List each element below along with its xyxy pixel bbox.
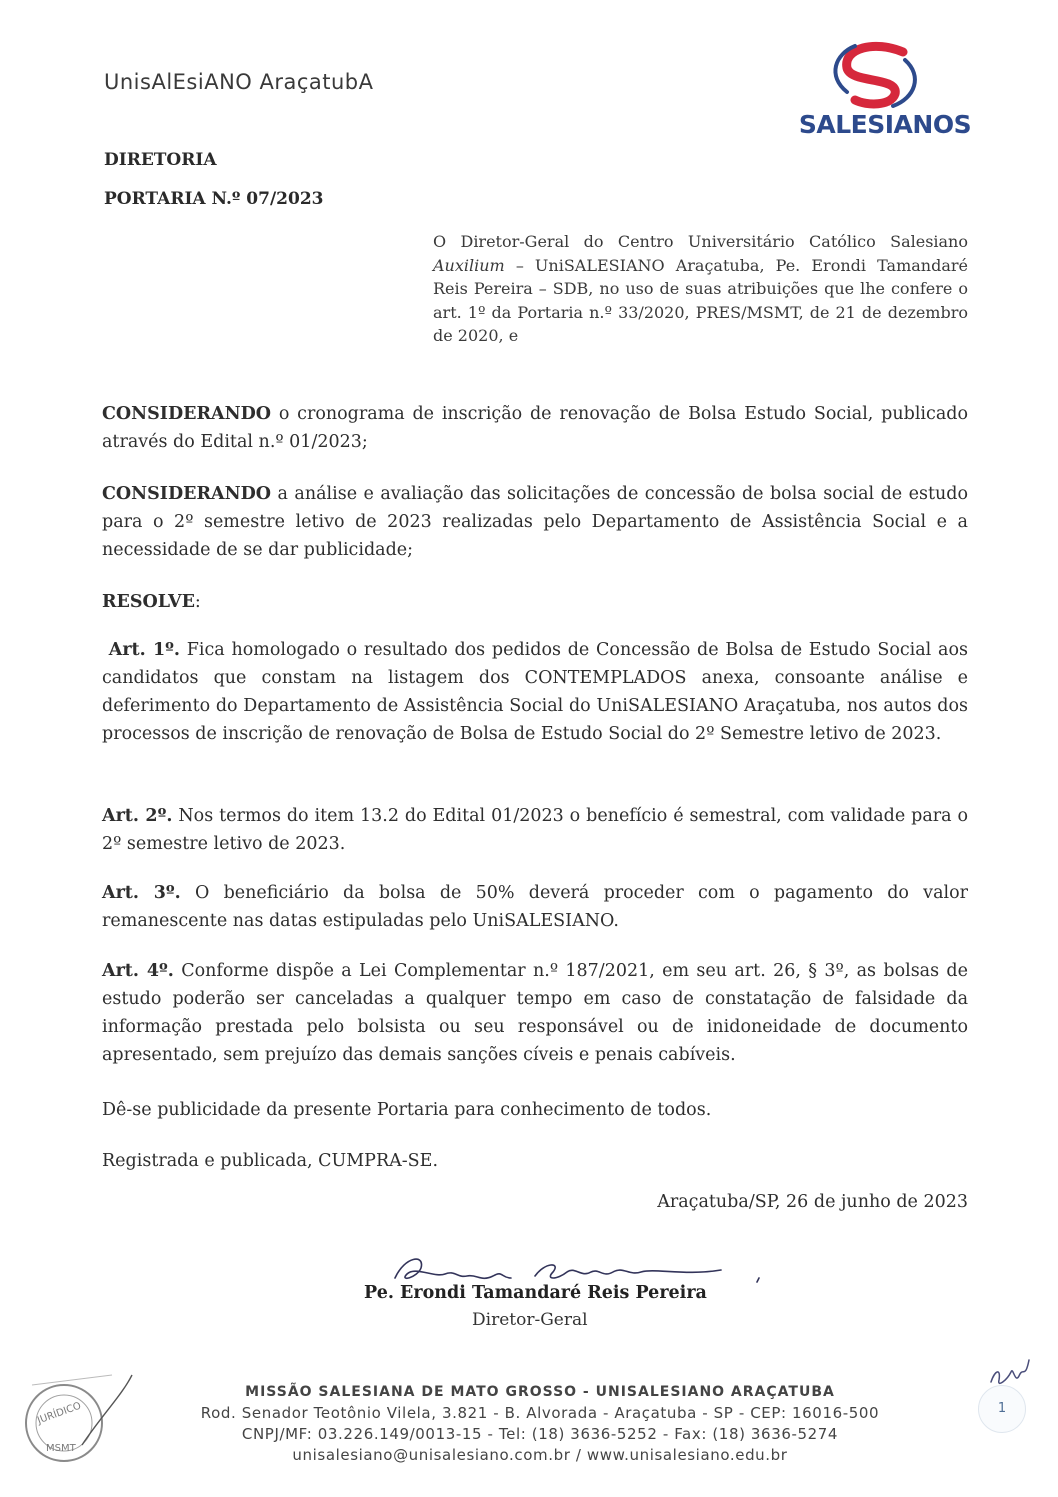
salesianos-s-icon [795,40,975,112]
considering-text: a análise e avaliação das solicitações de concessão de bolsa social de estudo para o 2º semestre letivo de 2023 realizadas pelo Departamento de Assistência Social e a necessidade de se dar publicidade; [102,484,968,560]
article-text: Nos termos do item 13.2 do Edital 01/2023 o benefício é semestral, com validade para o 2º semestre letivo de 2023. [102,806,968,854]
department-heading: DIRETORIA [104,150,217,170]
article-4 [102,957,968,1069]
footer [120,1382,960,1466]
page-number-badge: 1 [978,1385,1026,1433]
article-label: Art. 4º. [102,961,174,981]
footer-address: Rod. Senador Teotônio Vilela, 3.821 - B. Alvorada - Araçatuba - SP - CEP: 16016-500 [200,1404,880,1422]
considering-label: CONSIDERANDO [102,484,272,504]
footer-contacts: CNPJ/MF: 03.226.149/0013-15 - Tel: (18) 3636-5252 - Fax: (18) 3636-5274 [241,1425,839,1443]
registered-line: Registrada e publicada, CUMPRA-SE. [102,1151,439,1171]
article-text: O beneficiário da bolsa de 50% deverá proceder com o pagamento do valor remanescente nas datas estipuladas pelo UniSALESIANO. [102,883,969,931]
footer-web: unisalesiano@unisalesiano.com.br / www.unisalesiano.edu.br [292,1446,788,1464]
signatory-role: Diretor-Geral [472,1310,588,1330]
preamble-line1: O Diretor-Geral do Centro Universitário Católico Salesiano [433,232,968,251]
publicity-line: Dê-se publicidade da presente Portaria para conhecimento de todos. [102,1100,712,1120]
preamble [433,230,968,348]
article-text: Conforme dispõe a Lei Complementar n.º 187/2021, em seu art. 26, § 3º, as bolsas de estudo poderão ser canceladas a qualquer tempo em caso de constatação de falsidade da informação prestada pelo bolsista ou seu responsável ou de inidoneidade de documento apresentado, sem prejuízo das demais sanções cíveis e penais cabíveis. [102,961,968,1065]
date-place: Araçatuba/SP, 26 de junho de 2023 [657,1192,968,1212]
article-label: Art. 2º. [102,806,173,826]
article-label: Art. 1º. [108,640,181,660]
resolve-suffix: : [194,592,201,612]
article-1 [102,636,968,748]
considering-1 [102,400,968,456]
signatory-name: Pe. Erondi Tamandaré Reis Pereira [364,1283,707,1303]
resolve-label: RESOLVE [102,592,195,612]
considering-text: o cronograma de inscrição de renovação de Bolsa Estudo Social, publicado através do Edital n.º 01/2023; [102,404,968,452]
institution-name: UnisAlEsiANO AraçatubA [104,70,374,94]
article-label: Art. 3º. [102,883,181,903]
footer-mission: MISSÃO SALESIANA DE MATO GROSSO - UNISALESIANO ARAÇATUBA [245,1384,835,1400]
salesianos-logo [795,40,975,140]
svg-text:MSMT: MSMT [46,1443,76,1454]
logo-text: SALESIANOS [798,110,972,139]
considering-2 [102,480,968,564]
article-text: Fica homologado o resultado dos pedidos de Concessão de Bolsa de Estudo Social aos candidatos que constam na listagem dos CONTEMPLADOS anexa, consoante análise e deferimento do Departamento de Assistência Social do UniSALESIANO Araçatuba, nos autos dos processos de inscrição de renovação de Bolsa de Estudo Social do 2º Semestre letivo de 2023. [102,640,968,744]
article-2 [102,802,968,858]
ordinance-number: PORTARIA N.º 07/2023 [104,189,324,209]
svg-text:JURÍDICO: JURÍDICO [35,1400,83,1427]
preamble-italic: Auxilium [433,255,505,275]
preamble-line2: – UniSALESIANO Araçatuba, Pe. Erondi Tamandaré Reis Pereira – SDB, no uso de suas atribuições que lhe confere o art. 1º da Portaria n.º 33/2020, PRES/MSMT, de 21 de dezembro de 2020, e [433,255,968,345]
considering-label: CONSIDERANDO [102,404,272,424]
resolve-heading [102,588,968,616]
article-3 [102,879,968,935]
